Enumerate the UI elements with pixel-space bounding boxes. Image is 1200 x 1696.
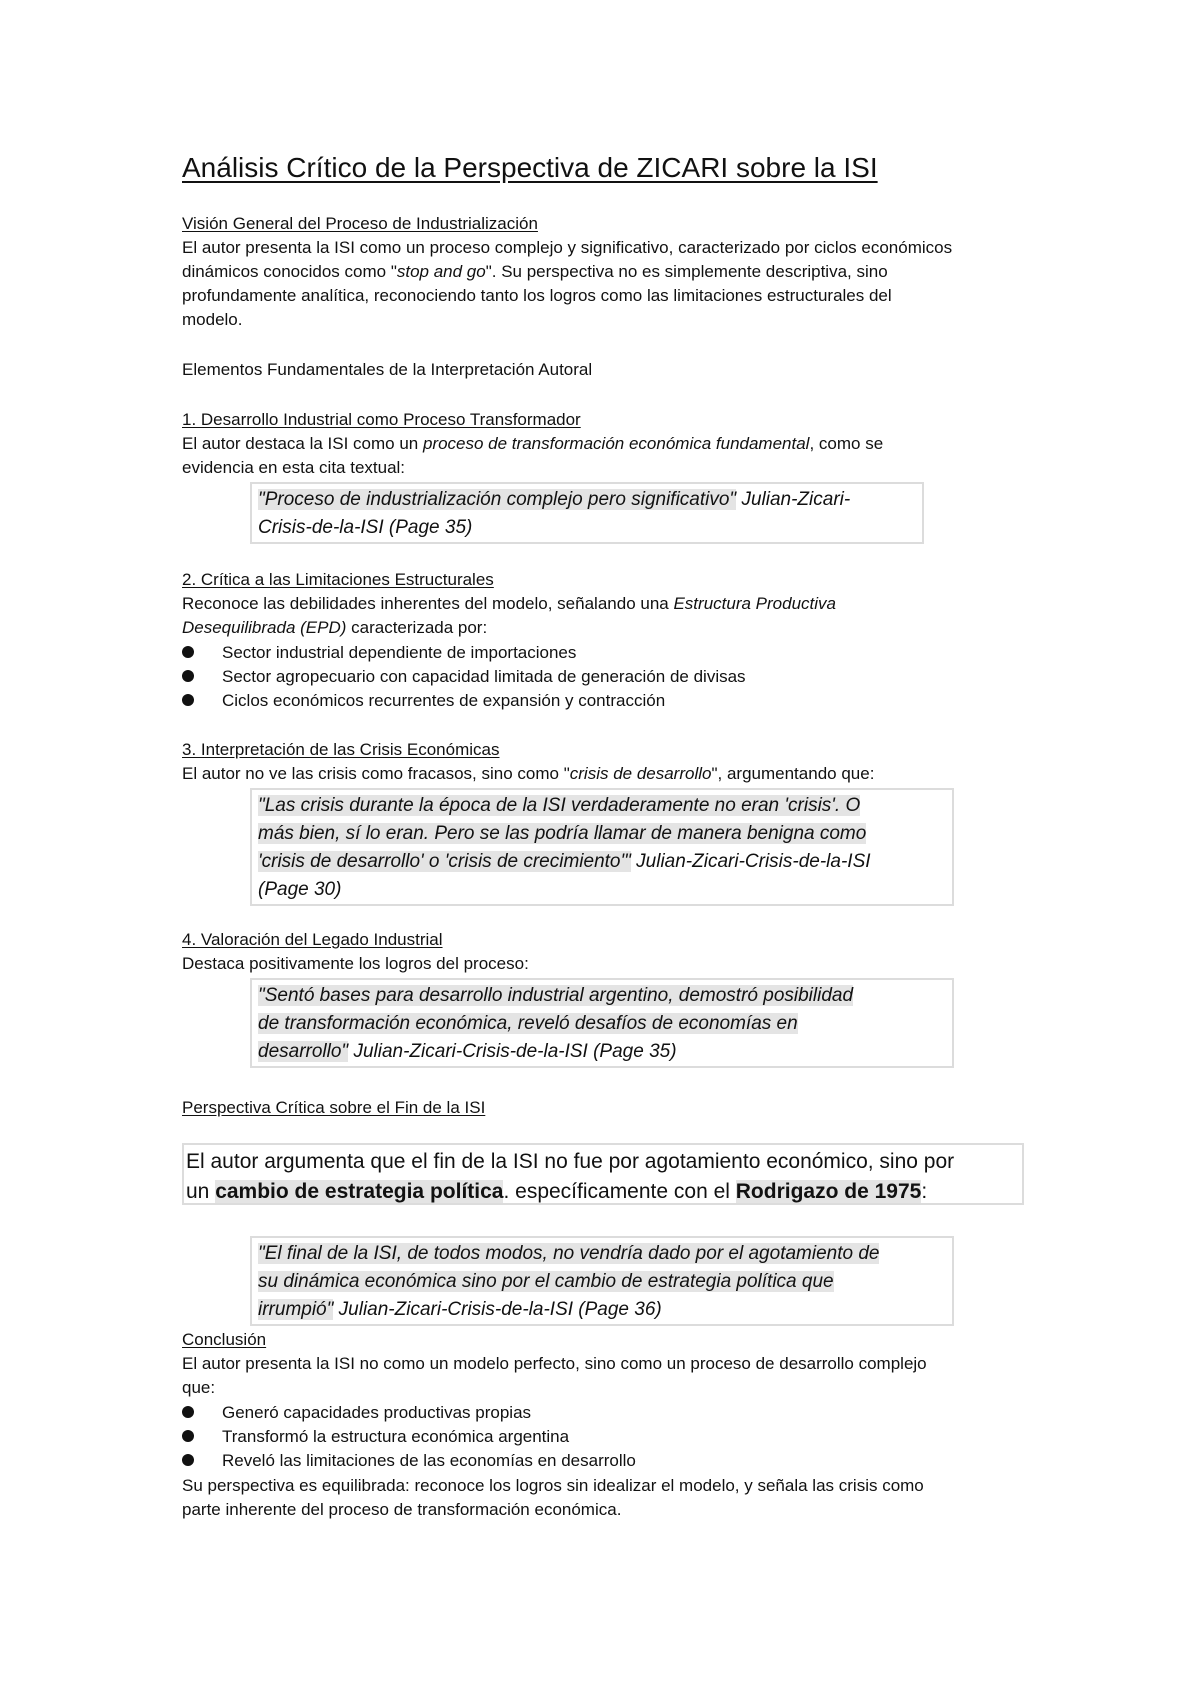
paragraph-line [182, 260, 888, 284]
quote-text: desarrollo" [258, 1041, 349, 1062]
quote-line [258, 1010, 948, 1038]
quote-line [258, 1240, 948, 1268]
bullet-icon [182, 1430, 194, 1442]
text-run: caracterizada por: [346, 618, 488, 637]
quote-source: Julian-Zicari-Crisis-de-la-ISI [630, 851, 871, 872]
list-item-text: Generó capacidades productivas propias [222, 1403, 532, 1422]
item-heading-4: 4. Valoración del Legado Industrial [182, 930, 443, 949]
bullet-icon [182, 1454, 194, 1466]
paragraph-line: parte inherente del proceso de transformación económica. [182, 1500, 622, 1519]
quote-source: Julian-Zicari- [736, 489, 851, 510]
quote-text: 'crisis de desarrollo' o 'crisis de crecimiento'" [258, 851, 631, 872]
list-item-text: Sector agropecuario con capacidad limitada de generación de divisas [222, 667, 746, 686]
quote-source: Crisis-de-la-ISI (Page 35) [258, 517, 473, 538]
bullet-icon [182, 694, 194, 706]
list-item [182, 641, 576, 665]
list-item [182, 665, 746, 689]
quote-text: "Las crisis durante la época de la ISI verdaderamente no eran 'crisis'. O [258, 795, 861, 816]
quote-line [258, 1296, 948, 1324]
bold-highlight: cambio de estrategia política [215, 1180, 504, 1203]
item-heading-3: 3. Interpretación de las Crisis Económicas [182, 740, 500, 759]
list-item-text: Reveló las limitaciones de las economías en desarrollo [222, 1451, 636, 1470]
list-item [182, 1449, 636, 1473]
list-item [182, 1401, 531, 1425]
paragraph-line [182, 762, 874, 786]
section-heading-end: Perspectiva Crítica sobre el Fin de la ISI [182, 1098, 486, 1117]
bullet-icon [182, 1406, 194, 1418]
paragraph-line: El autor presenta la ISI como un proceso complejo y significativo, caracterizado por ciclos económicos [182, 238, 953, 257]
paragraph-line: El autor presenta la ISI no como un modelo perfecto, sino como un proceso de desarrollo complejo [182, 1354, 927, 1373]
quote-line [258, 792, 948, 820]
text-run: ", argumentando que: [711, 764, 875, 783]
quote-text: su dinámica económica sino por el cambio de estrategia política que [258, 1271, 834, 1292]
section-heading-elements: Elementos Fundamentales de la Interpretación Autoral [182, 360, 593, 379]
paragraph-line: Destaca positivamente los logros del proceso: [182, 954, 529, 973]
quote-line [258, 848, 948, 876]
text-run: El autor destaca la ISI como un [182, 434, 423, 453]
quote-source: (Page 30) [258, 879, 342, 900]
paragraph-line: evidencia en esta cita textual: [182, 458, 406, 477]
emphasis-text: Estructura Productiva [673, 594, 836, 613]
paragraph-line: profundamente analítica, reconociendo tanto los logros como las limitaciones estructurales del [182, 286, 892, 305]
item-heading-1: 1. Desarrollo Industrial como Proceso Transformador [182, 410, 581, 429]
bullet-icon [182, 670, 194, 682]
emphasis-text: crisis de desarrollo [569, 764, 712, 783]
quote-text: "Proceso de industrialización complejo pero significativo" [258, 489, 737, 510]
paragraph-line: modelo. [182, 310, 243, 329]
section-heading-overview: Visión General del Proceso de Industrialización [182, 214, 538, 233]
conclusion-heading: Conclusión [182, 1330, 267, 1349]
emphasis-text: proceso de transformación económica fundamental [422, 434, 810, 453]
text-run: ". Su perspectiva no es simplemente descriptiva, sino [485, 262, 888, 281]
text-run: . específicamente con el [503, 1180, 736, 1203]
text-run: Reconoce las debilidades inherentes del modelo, señalando una [182, 594, 674, 613]
list-item [182, 1425, 569, 1449]
text-run: un [186, 1180, 216, 1203]
quote-box-4 [250, 978, 954, 1068]
text-run: : [921, 1180, 928, 1203]
list-item [182, 689, 665, 713]
quote-box-end [250, 1236, 954, 1326]
paragraph-line: que: [182, 1378, 216, 1397]
quote-line [258, 982, 948, 1010]
quote-text: irrumpió" [258, 1299, 334, 1320]
emphasis-text: stop and go [396, 262, 486, 281]
text-run: El autor no ve las crisis como fracasos, sino como " [182, 764, 570, 783]
quote-line [258, 1268, 948, 1296]
paragraph-line [182, 592, 836, 616]
quote-box-1 [250, 482, 924, 544]
page-title: Análisis Crítico de la Perspectiva de ZICARI sobre la ISI [182, 152, 878, 183]
quote-text: de transformación económica, reveló desafíos de economías en [258, 1013, 798, 1034]
highlight-line [186, 1177, 1020, 1207]
item-heading-2: 2. Crítica a las Limitaciones Estructurales [182, 570, 494, 589]
quote-line [258, 1038, 948, 1066]
list-item-text: Ciclos económicos recurrentes de expansión y contracción [222, 691, 666, 710]
quote-source: Julian-Zicari-Crisis-de-la-ISI (Page 35) [348, 1041, 677, 1062]
quote-line [258, 820, 948, 848]
text-run: dinámicos conocidos como " [182, 262, 397, 281]
bullet-icon [182, 646, 194, 658]
paragraph-line [182, 616, 487, 640]
emphasis-text: Desequilibrada (EPD) [182, 618, 347, 637]
quote-box-3 [250, 788, 954, 906]
list-item-text: Sector industrial dependiente de importaciones [222, 643, 577, 662]
highlight-line: El autor argumenta que el fin de la ISI no fue por agotamiento económico, sino por [186, 1150, 955, 1173]
bold-highlight: Rodrigazo de 1975 [735, 1180, 922, 1203]
quote-text: "Sentó bases para desarrollo industrial argentino, demostró posibilidad [258, 985, 854, 1006]
quote-text: más bien, sí lo eran. Pero se las podría llamar de manera benigna como [258, 823, 867, 844]
quote-line [258, 486, 918, 514]
quote-source: Julian-Zicari-Crisis-de-la-ISI (Page 36) [333, 1299, 662, 1320]
quote-text: "El final de la ISI, de todos modos, no vendría dado por el agotamiento de [258, 1243, 880, 1264]
paragraph-line: Su perspectiva es equilibrada: reconoce los logros sin idealizar el modelo, y señala las crisis como [182, 1476, 924, 1495]
highlight-box [182, 1143, 1024, 1205]
text-run: , como se [809, 434, 884, 453]
paragraph-line [182, 432, 883, 456]
list-item-text: Transformó la estructura económica argentina [222, 1427, 570, 1446]
